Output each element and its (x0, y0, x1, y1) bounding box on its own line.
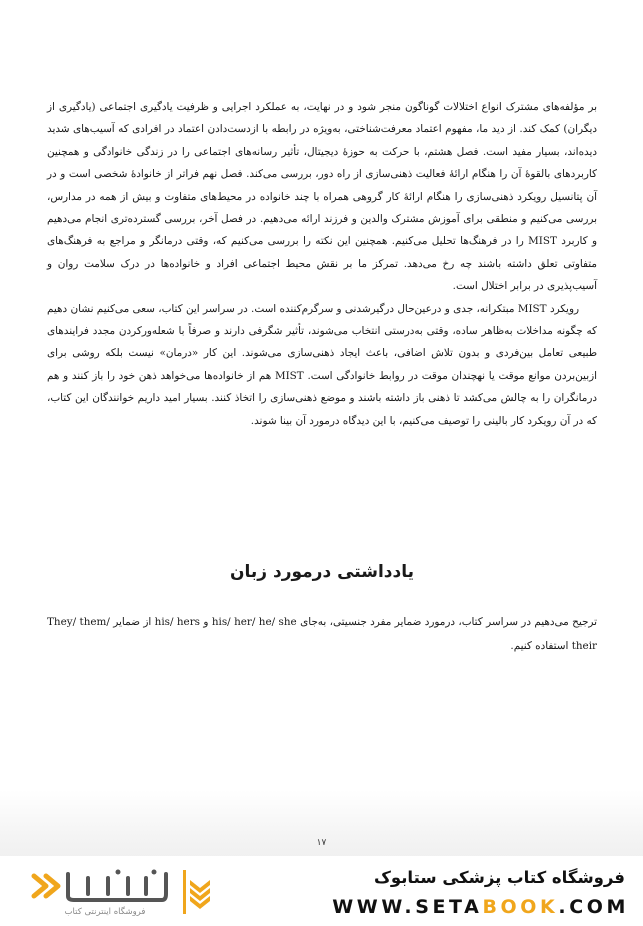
body-text (47, 96, 597, 432)
body-paragraph: بر مؤلفه‌های مشترک انواع اختلالات گوناگون منجر شود و در نهایت، به عملکرد اجرایی و ظرفیت یادگیری اجتماعی (یادگیری از دیگران) کمک کند. از دید ما، مفهوم اعتماد معرفت‌شناختی، به‌ویژه در رابطه با ازدست‌دادن اعتماد در افرادی که آسیب‌های شدید دیده‌اند، بسیار مفید است. فصل هشتم، با حرکت به حوزهٔ دیجیتال، تأثیر رسانه‌های اجتماعی را در زندگی خانوادگی و همچنین کاربردهای بالقوهٔ آن را هنگام ارائهٔ فعالیت ذهنی‌سازی از راه دور، بررسی می‌کند. فصل نهم فراتر از خانوادهٔ شخصی است و در آن پتانسیل رویکرد ذهنی‌سازی را هنگام ارائهٔ کار گروهی همراه با چند خانواده در محیط‌های متفاوت و بیش از همه در مدارس، بررسی می‌کنیم و منطقی برای آموزش مشترک والدین و فرزند ارائه می‌دهیم. در فصل آخر، بررسی گسترده‌تری انجام می‌دهیم و کاربرد MIST را در فرهنگ‌ها تحلیل می‌کنیم. همچنین این نکته را بررسی می‌کنیم که، وقتی درمانگر و مراجع به فرهنگ‌های متفاوتی تعلق داشته باشند چه رخ می‌دهد. تمرکز ما بر نقش محیط اجتماعی افراد و خانواده‌ها در درک سلامت روان و آسیب‌پذیری در برابر اختلال است. (47, 101, 597, 293)
url-part-2: BOOK (482, 896, 559, 918)
book-logo-icon (182, 870, 218, 914)
store-url[interactable] (332, 896, 629, 918)
logo-tagline: فروشگاه اینترنتی کتاب (64, 907, 146, 917)
section-heading: یادداشتی درمورد زبان (229, 562, 414, 582)
url-part-1: WWW.SETA (332, 896, 483, 918)
language-note-text: ترجیح می‌دهیم در سراسر کتاب، درمورد ضمایر مفرد جنسیتی، به‌جای his/ her/ he/ she و his/ hers از ضمایر They/ them/ their استفاده کنیم. (47, 616, 598, 652)
setabook-logo-icon (30, 866, 170, 906)
footer-banner (0, 856, 643, 926)
body-paragraph: رویکرد MIST مبتکرانه، جدی و درعین‌حال درگیرشدنی و سرگرم‌کننده است. در سراسر این کتاب، سعی می‌کنیم نشان دهیم که چگونه مداخلات به‌ظاهر ساده، وقتی به‌درستی انتخاب می‌شوند، تأثیر شگرفی دارند و صرفاً با شعله‌ورکردن مجدد فرایندهای طبیعی تعامل بین‌فردی و بدون تلاش اضافی، باعث ایجاد ذهنی‌سازی می‌شوند. این کار «درمان» نیست بلکه روشی برای ازبین‌بردن موانع موقت یا نهچندان موقت در روابط خانوادگی است. MIST هم از خانواده‌ها می‌خواهد ذهن خود را باز کنند و هم درمانگران را به چالش می‌کشد تا ذهنی باز داشته باشند و موضع ذهنی‌سازی را اتخاذ کنند. بسیار امید داریم خوانندگان این کتاب، که در آن رویکرد کار بالینی را توصیف می‌کنیم، با این دیدگاه درمورد آن بینا شوند. (47, 302, 597, 427)
store-name: فروشگاه کتاب پزشکی ستابوک (374, 868, 625, 887)
language-note (47, 610, 597, 658)
url-part-3: .COM (558, 896, 629, 918)
page-number: ۱۷ (316, 838, 327, 848)
